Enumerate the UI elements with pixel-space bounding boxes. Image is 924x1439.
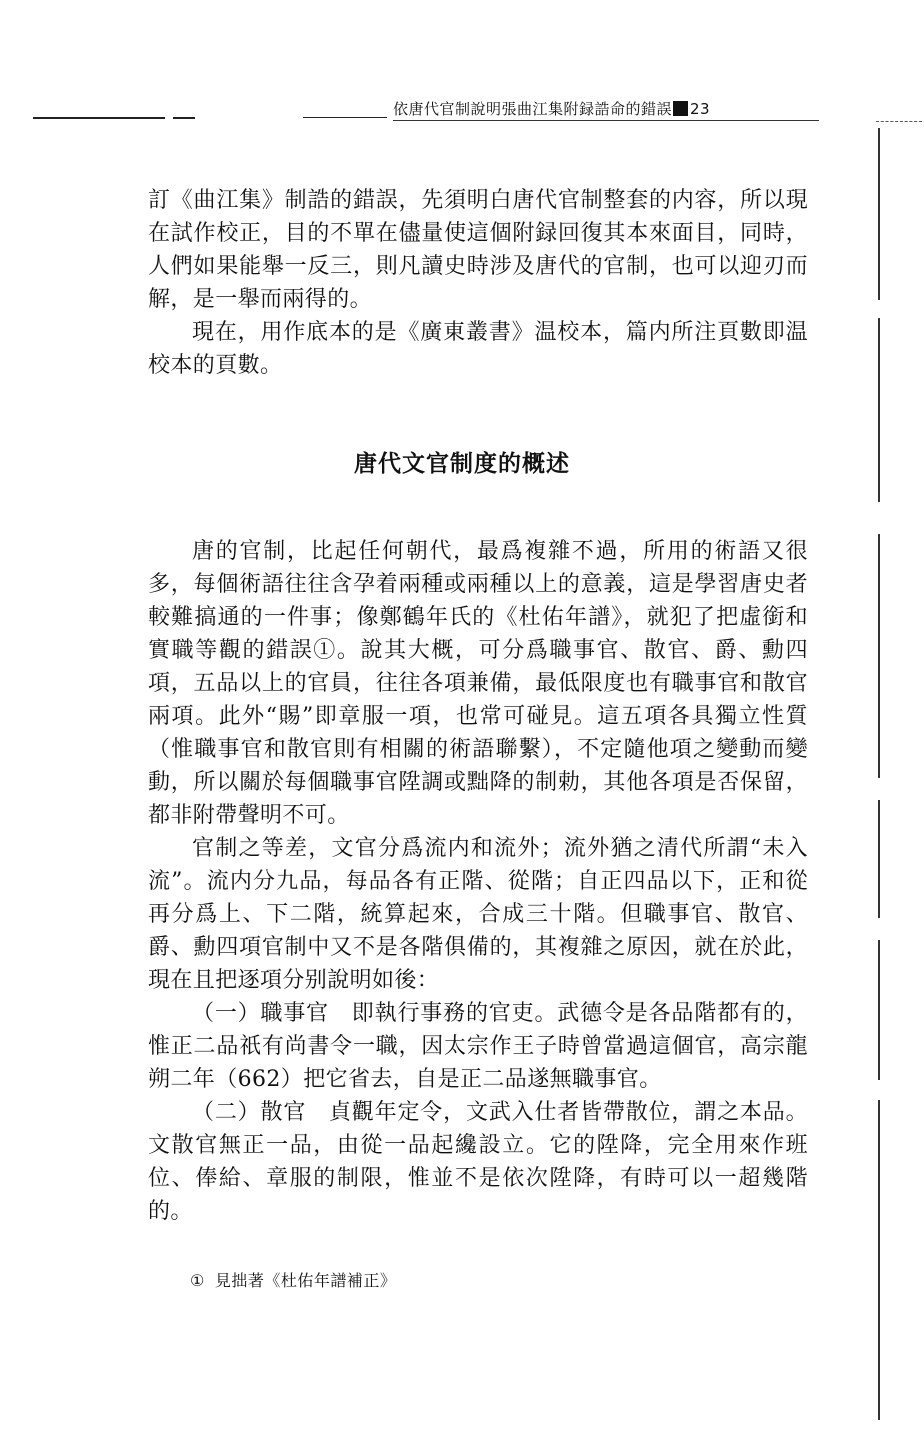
intro-block <box>148 184 808 382</box>
header-mid-rule <box>303 117 387 118</box>
running-header-title: 依唐代官制說明張曲江集附録誥命的錯誤 <box>393 100 673 118</box>
page-edge-line <box>878 940 880 1080</box>
section-paragraph-4: （二）散官 貞觀年定令，文武入仕者皆帶散位，謂之本品。文散官無正一品，由從一品起纔設立。它的陞降，完全用來作班位、俸給、章服的制限，惟並不是依次陞降，有時可以一超幾階的。 <box>148 1100 808 1224</box>
section-title: 唐代文官制度的概述 <box>354 451 570 477</box>
page-edge-line <box>878 534 880 778</box>
footnote-text: 見拙著《杜佑年譜補正》 <box>214 1271 397 1290</box>
running-header <box>393 98 823 120</box>
header-underline <box>393 120 819 121</box>
page-edge-line <box>878 1100 880 1420</box>
footnote <box>190 1269 396 1293</box>
page-edge-line <box>878 128 880 300</box>
footnote-marker: ① <box>190 1271 205 1290</box>
page-number: 23 <box>690 100 711 118</box>
section-paragraph-3: （一）職事官 即執行事務的官吏。武德令是各品階都有的，惟正二品祇有尚書令一職，因太宗作王子時曾當過這個官，高宗龍朔二年（662）把它省去，自是正二品遂無職事官。 <box>148 1001 808 1092</box>
section-paragraph-1: 唐的官制，比起任何朝代，最爲複雜不過，所用的術語又很多，每個術語往往含孕着兩種或兩種以上的意義，這是學習唐史者較難搞通的一件事；像鄭鶴年氏的《杜佑年譜》，就犯了把虛銜和實職等觀的錯誤①。說其大概，可分爲職事官、散官、爵、勳四項，五品以上的官員，往往各項兼備，最低限度也有職事官和散官兩項。此外“賜”即章服一項，也常可碰見。這五項各具獨立性質（惟職事官和散官則有相關的術語聯繫），不定隨他項之變動而變動，所以關於每個職事官陞調或黜降的制勅，其他各項是否保留，都非附帶聲明不可。 <box>148 539 808 828</box>
header-left-rule <box>33 117 195 119</box>
section-body <box>148 535 808 1228</box>
section-paragraph-2: 官制之等差，文官分爲流内和流外；流外猶之清代所謂“未入流”。流内分九品，每品各有正階、從階；自正四品以下，正和從再分爲上、下二階，統算起來，合成三十階。但職事官、散官、爵、勳四項官制中又不是各階俱備的，其複雜之原因，就在於此，現在且把逐項分别說明如後： <box>148 836 808 993</box>
right-edge-dash <box>876 121 922 122</box>
intro-paragraph-2: 現在，用作底本的是《廣東叢書》温校本，篇内所注頁數即温校本的頁數。 <box>148 320 808 378</box>
header-block-mark <box>673 101 688 116</box>
intro-paragraph-1: 訂《曲江集》制誥的錯誤，先須明白唐代官制整套的内容，所以現在試作校正，目的不單在儘量使這個附録回復其本來面目，同時，人們如果能舉一反三，則凡讀史時涉及唐代的官制，也可以迎刃而解，是一舉而兩得的。 <box>148 188 808 312</box>
page-edge-line <box>878 800 880 918</box>
